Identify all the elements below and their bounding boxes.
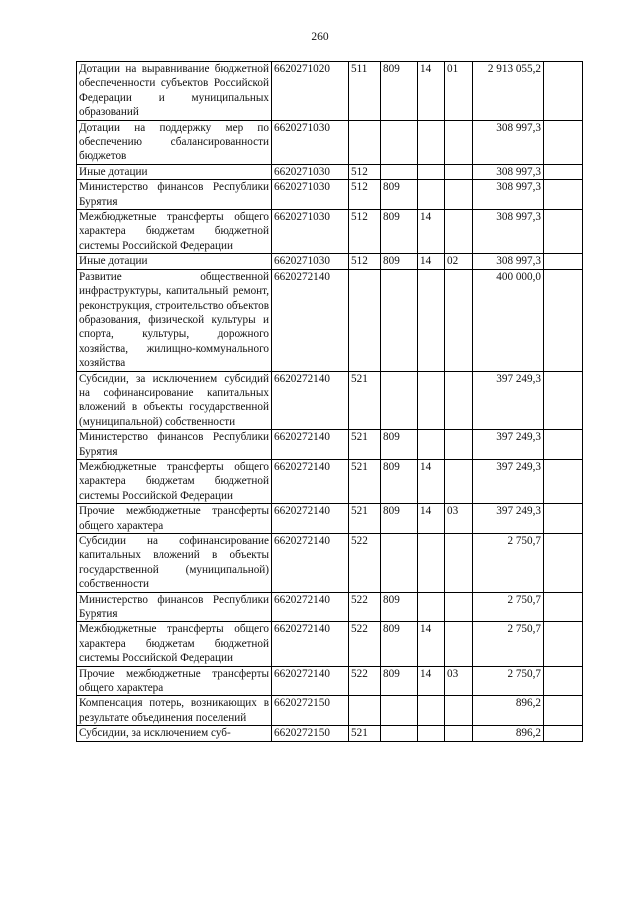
row-amount-cell: 896,2 — [473, 726, 544, 741]
row-amount-cell: 2 750,7 — [473, 622, 544, 666]
row-name-cell: Дотации на поддержку мер по обеспечению сбалансированности бюджетов — [77, 120, 272, 164]
page-number: 260 — [311, 31, 329, 43]
row-subsection-cell — [445, 210, 473, 254]
row-expense-type-cell: 512 — [349, 210, 381, 254]
row-ministry-code-cell: 809 — [381, 459, 418, 503]
row-section-cell: 14 — [418, 254, 445, 269]
row-section-cell — [418, 269, 445, 371]
row-expense-type-cell: 521 — [349, 430, 381, 460]
row-empty-cell — [544, 666, 583, 696]
row-name-cell: Межбюджетные трансферты общего характера бюджетам бюджетной системы Российской Федерации — [77, 210, 272, 254]
row-target-article-cell: 6620271030 — [272, 254, 349, 269]
row-ministry-code-cell: 809 — [381, 430, 418, 460]
row-name-cell: Развитие общественной инфраструктуры, капитальный ремонт, реконструкция, строительство объектов образования, физической культуры и спорта, культуры, дорожного хозяйства, жилищно-коммунального хозяйства — [77, 269, 272, 371]
row-ministry-code-cell — [381, 269, 418, 371]
row-ministry-code-cell: 809 — [381, 210, 418, 254]
row-subsection-cell: 03 — [445, 666, 473, 696]
row-section-cell: 14 — [418, 504, 445, 534]
row-name-cell: Межбюджетные трансферты общего характера бюджетам бюджетной системы Российской Федерации — [77, 459, 272, 503]
table-row — [77, 371, 583, 430]
row-empty-cell — [544, 120, 583, 164]
row-subsection-cell: 02 — [445, 254, 473, 269]
table-row — [77, 269, 583, 371]
row-expense-type-cell: 521 — [349, 459, 381, 503]
row-ministry-code-cell — [381, 696, 418, 726]
table-row — [77, 210, 583, 254]
row-section-cell: 14 — [418, 622, 445, 666]
row-empty-cell — [544, 371, 583, 430]
table-row — [77, 696, 583, 726]
row-section-cell: 14 — [418, 210, 445, 254]
table-row — [77, 666, 583, 696]
row-section-cell — [418, 726, 445, 741]
row-amount-cell: 308 997,3 — [473, 254, 544, 269]
table-row — [77, 622, 583, 666]
row-expense-type-cell: 522 — [349, 534, 381, 593]
row-ministry-code-cell: 809 — [381, 666, 418, 696]
row-expense-type-cell: 522 — [349, 622, 381, 666]
row-ministry-code-cell — [381, 371, 418, 430]
row-expense-type-cell: 521 — [349, 726, 381, 741]
row-section-cell — [418, 120, 445, 164]
row-ministry-code-cell: 809 — [381, 254, 418, 269]
row-expense-type-cell: 512 — [349, 180, 381, 210]
row-section-cell: 14 — [418, 459, 445, 503]
row-name-cell: Министерство финансов Республики Бурятия — [77, 180, 272, 210]
row-subsection-cell: 01 — [445, 62, 473, 121]
row-empty-cell — [544, 164, 583, 179]
row-empty-cell — [544, 696, 583, 726]
row-ministry-code-cell: 809 — [381, 592, 418, 622]
row-subsection-cell — [445, 592, 473, 622]
row-empty-cell — [544, 504, 583, 534]
row-expense-type-cell: 522 — [349, 592, 381, 622]
row-amount-cell: 2 750,7 — [473, 592, 544, 622]
row-section-cell — [418, 592, 445, 622]
row-subsection-cell — [445, 120, 473, 164]
row-name-cell: Межбюджетные трансферты общего характера бюджетам бюджетной системы Российской Федерации — [77, 622, 272, 666]
row-section-cell — [418, 696, 445, 726]
table-row — [77, 120, 583, 164]
row-expense-type-cell — [349, 696, 381, 726]
row-target-article-cell: 6620272140 — [272, 592, 349, 622]
row-empty-cell — [544, 430, 583, 460]
row-ministry-code-cell — [381, 164, 418, 179]
row-amount-cell: 2 750,7 — [473, 534, 544, 593]
row-empty-cell — [544, 210, 583, 254]
row-target-article-cell: 6620272150 — [272, 696, 349, 726]
row-subsection-cell — [445, 726, 473, 741]
row-name-cell: Дотации на выравнивание бюджетной обеспеченности субъектов Российской Федерации и муниципальных образований — [77, 62, 272, 121]
row-name-cell: Компенсация потерь, возникающих в результате объединения поселений — [77, 696, 272, 726]
row-name-cell: Субсидии, за исключением субсидий на софинансирование капитальных вложений в объекты государственной (муниципальной) собственности — [77, 371, 272, 430]
row-subsection-cell — [445, 622, 473, 666]
row-name-cell: Субсидии на софинансирование капитальных вложений в объекты государственной (муниципальной) собственности — [77, 534, 272, 593]
row-subsection-cell — [445, 164, 473, 179]
row-section-cell — [418, 180, 445, 210]
row-amount-cell: 397 249,3 — [473, 430, 544, 460]
row-target-article-cell: 6620272140 — [272, 269, 349, 371]
row-ministry-code-cell — [381, 534, 418, 593]
row-target-article-cell: 6620271020 — [272, 62, 349, 121]
row-expense-type-cell — [349, 269, 381, 371]
row-subsection-cell — [445, 371, 473, 430]
table-row — [77, 62, 583, 121]
row-expense-type-cell: 522 — [349, 666, 381, 696]
row-empty-cell — [544, 254, 583, 269]
row-ministry-code-cell — [381, 120, 418, 164]
row-section-cell — [418, 430, 445, 460]
row-expense-type-cell: 511 — [349, 62, 381, 121]
row-empty-cell — [544, 459, 583, 503]
row-expense-type-cell: 521 — [349, 371, 381, 430]
row-section-cell — [418, 164, 445, 179]
row-target-article-cell: 6620271030 — [272, 210, 349, 254]
row-target-article-cell: 6620272140 — [272, 666, 349, 696]
row-name-cell: Министерство финансов Республики Бурятия — [77, 430, 272, 460]
row-empty-cell — [544, 622, 583, 666]
row-subsection-cell — [445, 534, 473, 593]
row-section-cell — [418, 371, 445, 430]
table-body — [77, 62, 583, 742]
budget-table — [76, 61, 583, 742]
row-amount-cell: 2 750,7 — [473, 666, 544, 696]
row-amount-cell: 896,2 — [473, 696, 544, 726]
row-amount-cell: 308 997,3 — [473, 180, 544, 210]
row-name-cell: Прочие межбюджетные трансферты общего характера — [77, 504, 272, 534]
row-subsection-cell: 03 — [445, 504, 473, 534]
row-target-article-cell: 6620272140 — [272, 534, 349, 593]
row-target-article-cell: 6620272140 — [272, 371, 349, 430]
row-section-cell: 14 — [418, 666, 445, 696]
table-row — [77, 534, 583, 593]
table-row — [77, 726, 583, 741]
row-amount-cell: 397 249,3 — [473, 459, 544, 503]
table-row — [77, 430, 583, 460]
row-target-article-cell: 6620272140 — [272, 430, 349, 460]
row-name-cell: Субсидии, за исключением суб- — [77, 726, 272, 741]
row-section-cell: 14 — [418, 62, 445, 121]
row-expense-type-cell: 512 — [349, 164, 381, 179]
row-ministry-code-cell: 809 — [381, 622, 418, 666]
row-empty-cell — [544, 62, 583, 121]
row-amount-cell: 2 913 055,2 — [473, 62, 544, 121]
row-amount-cell: 308 997,3 — [473, 164, 544, 179]
table-row — [77, 459, 583, 503]
row-amount-cell: 308 997,3 — [473, 210, 544, 254]
table-row — [77, 180, 583, 210]
row-subsection-cell — [445, 430, 473, 460]
row-subsection-cell — [445, 696, 473, 726]
row-ministry-code-cell: 809 — [381, 180, 418, 210]
row-target-article-cell: 6620272140 — [272, 622, 349, 666]
row-empty-cell — [544, 534, 583, 593]
row-subsection-cell — [445, 180, 473, 210]
row-name-cell: Министерство финансов Республики Бурятия — [77, 592, 272, 622]
table-row — [77, 504, 583, 534]
row-ministry-code-cell — [381, 726, 418, 741]
row-name-cell: Иные дотации — [77, 254, 272, 269]
row-expense-type-cell: 521 — [349, 504, 381, 534]
row-expense-type-cell — [349, 120, 381, 164]
row-name-cell: Прочие межбюджетные трансферты общего характера — [77, 666, 272, 696]
row-expense-type-cell: 512 — [349, 254, 381, 269]
row-empty-cell — [544, 726, 583, 741]
row-amount-cell: 397 249,3 — [473, 504, 544, 534]
row-subsection-cell — [445, 459, 473, 503]
row-target-article-cell: 6620271030 — [272, 120, 349, 164]
row-target-article-cell: 6620271030 — [272, 180, 349, 210]
row-subsection-cell — [445, 269, 473, 371]
row-target-article-cell: 6620272140 — [272, 504, 349, 534]
row-empty-cell — [544, 269, 583, 371]
row-empty-cell — [544, 180, 583, 210]
row-ministry-code-cell: 809 — [381, 62, 418, 121]
row-target-article-cell: 6620272140 — [272, 459, 349, 503]
row-amount-cell: 400 000,0 — [473, 269, 544, 371]
row-target-article-cell: 6620271030 — [272, 164, 349, 179]
table-row — [77, 254, 583, 269]
row-amount-cell: 397 249,3 — [473, 371, 544, 430]
row-section-cell — [418, 534, 445, 593]
table-row — [77, 164, 583, 179]
row-target-article-cell: 6620272150 — [272, 726, 349, 741]
row-name-cell: Иные дотации — [77, 164, 272, 179]
row-amount-cell: 308 997,3 — [473, 120, 544, 164]
row-empty-cell — [544, 592, 583, 622]
row-ministry-code-cell: 809 — [381, 504, 418, 534]
table-row — [77, 592, 583, 622]
